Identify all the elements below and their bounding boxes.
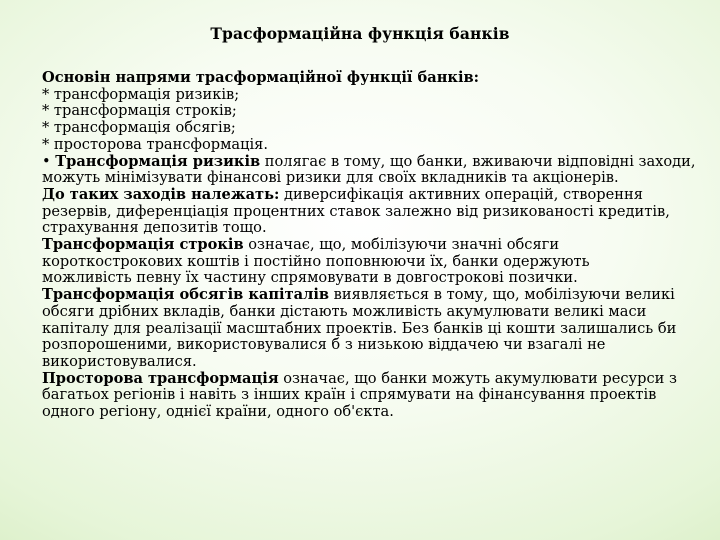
paragraph-text: розпорошеними, використовувалися б з низькою віддачею чи взагалі не <box>42 336 606 354</box>
paragraph-text: короткострокових коштів і постійно поповнюючи їх, банки одержують <box>42 252 590 270</box>
paragraph-text: одного регіону, однієї країни, одного об'єкта. <box>42 403 394 421</box>
paragraph-term-line <box>42 237 712 254</box>
bullet-glyph: • <box>42 152 56 170</box>
paragraph-text: багатьох регіонів і навіть з інших країн і спрямувати на фінансування проектів <box>42 386 657 404</box>
paragraph-text: можливість певну їх частину спрямовувати в довгострокові позички. <box>42 269 578 287</box>
slide-title: Трасформаційна функція банків <box>210 24 510 43</box>
list-item: * трансформація обсягів; <box>42 119 236 137</box>
paragraph-text: виявляється в тому, що, мобілізуючи великі <box>329 286 675 304</box>
paragraph-volume-line <box>42 287 712 304</box>
paragraph-text: страхування депозитів тощо. <box>42 219 267 237</box>
paragraph-text: означає, що банки можуть акумулювати ресурси з <box>278 369 677 387</box>
list-item: * просторова трансформація. <box>42 135 269 153</box>
term-spatial-transformation: Просторова трансформація <box>42 369 279 387</box>
paragraph-text: використовувалися. <box>42 352 197 370</box>
paragraph-text: капіталу для реалізації масштабних проектів. Без банків ці кошти залишались би <box>42 319 677 337</box>
paragraph-text: резервів, диференціація процентних ставок залежно від ризикованості кредитів, <box>42 202 670 220</box>
paragraph-text: можуть мінімізувати фінансові ризики для своїх вкладників та акціонерів. <box>42 169 619 187</box>
section-heading-text: Основін напрями трасформаційної функції банків: <box>42 69 480 86</box>
paragraph-risk-line <box>42 154 712 171</box>
paragraph-measures-line <box>42 187 712 204</box>
paragraph-text: диверсифікація активних операцій, створення <box>279 185 643 203</box>
paragraph-text: полягає в тому, що банки, вживаючи відповідні заходи, <box>260 152 696 170</box>
term-risk-transformation: Трансформація ризиків <box>55 152 261 170</box>
section-heading <box>42 70 712 87</box>
term-volume-transformation: Трансформація обсягів капіталів <box>42 286 330 304</box>
list-item: * трансформація строків; <box>42 102 237 120</box>
term-maturity-transformation: Трансформація строків <box>42 236 244 254</box>
paragraph-text: означає, що, мобілізуючи значні обсяги <box>243 236 560 254</box>
term-measures: До таких заходів належать: <box>42 185 280 203</box>
slide-body <box>42 70 712 421</box>
paragraph-spatial-line <box>42 371 712 388</box>
list-item: * трансформація ризиків; <box>42 85 240 103</box>
paragraph-text: обсяги дрібних вкладів, банки дістають можливість акумулювати великі маси <box>42 302 647 320</box>
